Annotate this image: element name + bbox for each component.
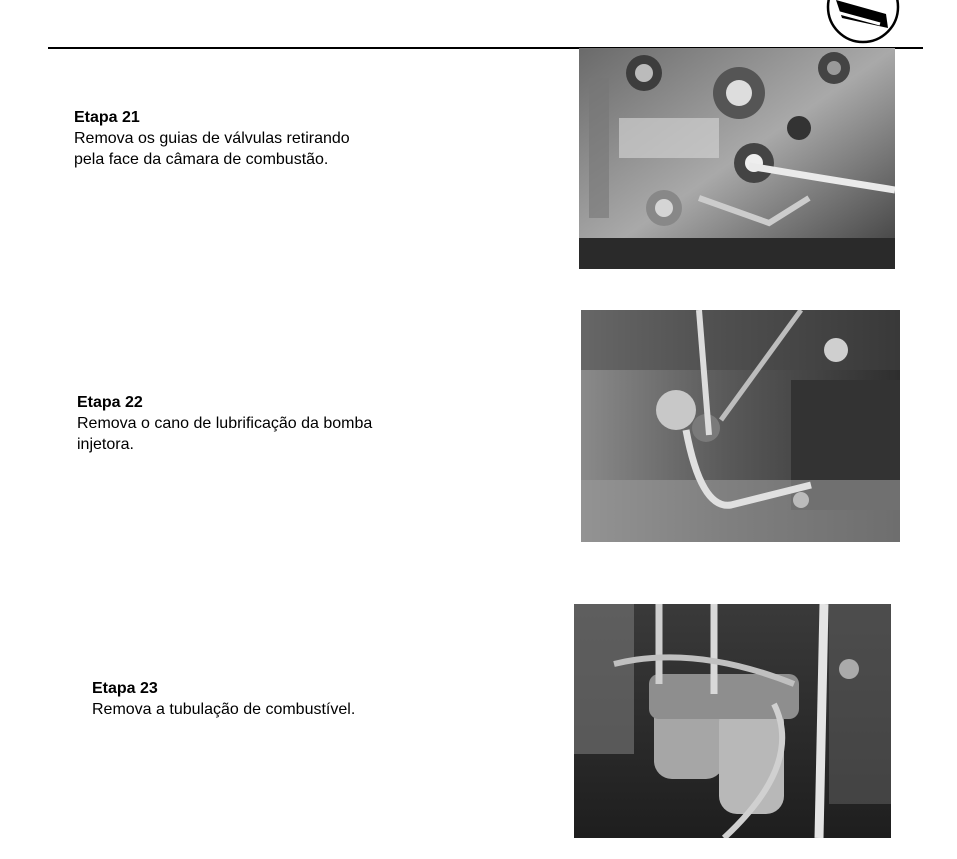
step-text-line: pela face da câmara de combustão. [74,151,329,168]
step-text-line: Remova o cano de lubrificação da bomba [77,415,373,432]
brand-logo-icon [826,0,900,44]
injection-pump-oil-pipe-photo [581,310,900,542]
fuel-lines-photo [574,604,891,838]
step-title: Etapa 23 [92,680,158,697]
step-text-line: Remova a tubulação de combustível. [92,701,356,718]
step-text-line: injetora. [77,436,134,453]
step-21 [74,107,350,170]
step-23 [92,678,355,720]
step-text-line: Remova os guias de válvulas retirando [74,130,350,147]
cylinder-head-photo [579,48,895,269]
step-title: Etapa 21 [74,109,140,126]
step-title: Etapa 22 [77,394,143,411]
step-22 [77,392,372,455]
